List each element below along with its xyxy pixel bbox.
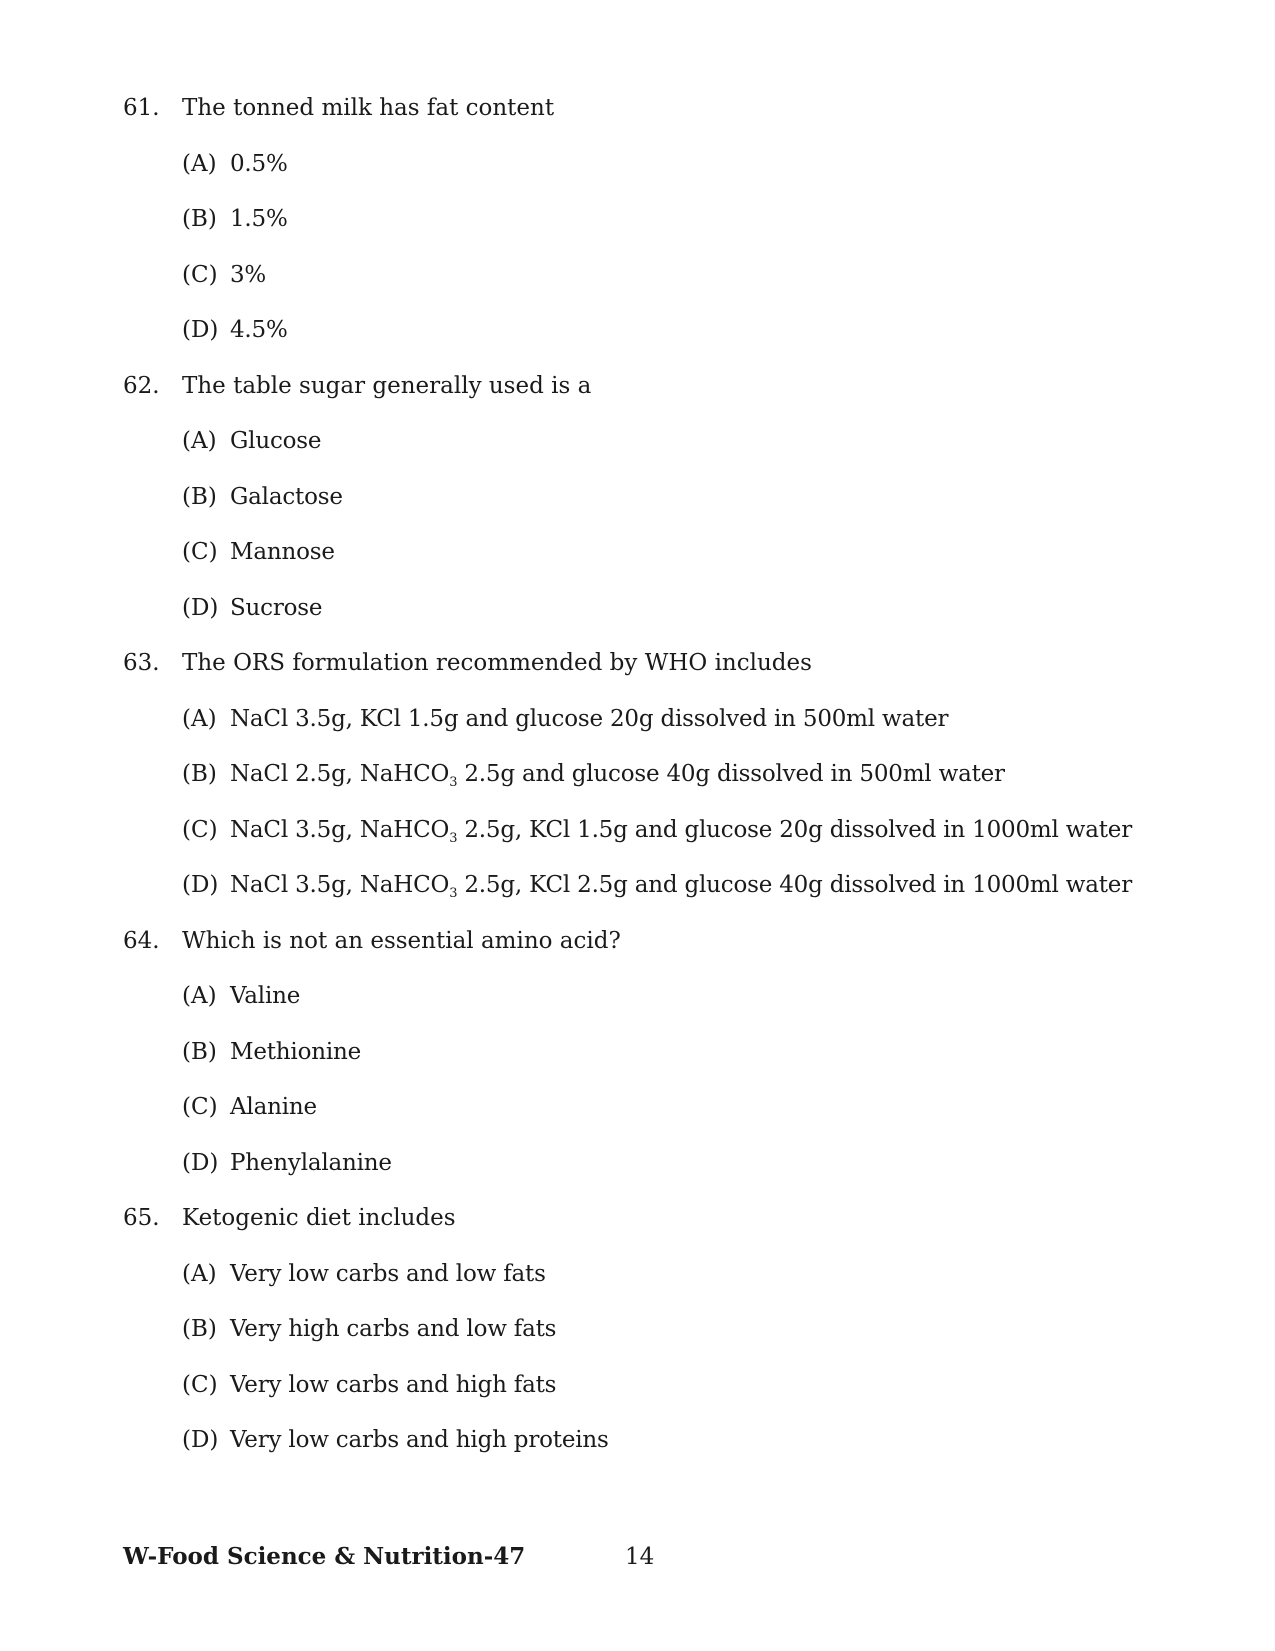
question-stem bbox=[123, 371, 1223, 427]
option-text: Valine bbox=[230, 983, 301, 1009]
option-label: (D) bbox=[182, 317, 219, 343]
option-text: Very low carbs and low fats bbox=[230, 1260, 546, 1287]
question-number: 64. bbox=[123, 927, 160, 954]
option-label: (B) bbox=[182, 206, 217, 232]
option-text: 0.5% bbox=[230, 150, 288, 177]
option-text: Alanine bbox=[230, 1094, 317, 1120]
answer-option bbox=[123, 537, 1223, 593]
subscript: 3 bbox=[449, 775, 458, 790]
option-text-part: NaCl 3.5g, NaHCO bbox=[230, 872, 450, 898]
option-label: (A) bbox=[182, 428, 217, 454]
option-text-part: 2.5g and glucose 40g dissolved in 500ml water bbox=[457, 761, 1005, 787]
option-label: (D) bbox=[182, 594, 219, 621]
question-text: The tonned milk has fat content bbox=[182, 95, 555, 121]
option-label: (C) bbox=[182, 539, 218, 565]
option-label: (D) bbox=[182, 1149, 219, 1176]
answer-option bbox=[123, 1259, 1223, 1315]
question-stem bbox=[123, 926, 1223, 982]
question-text: The ORS formulation recommended by WHO includes bbox=[182, 650, 812, 676]
paper-title: W-Food Science & Nutrition-47 bbox=[123, 1543, 526, 1570]
question-stem bbox=[123, 1203, 1223, 1259]
option-label: (C) bbox=[182, 1371, 218, 1398]
option-label: (D) bbox=[182, 1427, 219, 1453]
answer-option bbox=[123, 815, 1223, 871]
option-text: Methionine bbox=[230, 1038, 362, 1065]
question-number: 61. bbox=[123, 95, 160, 121]
option-text-part: 2.5g, KCl 2.5g and glucose 40g dissolved in 1000ml water bbox=[457, 872, 1133, 898]
question-item bbox=[123, 93, 1223, 371]
option-label: (C) bbox=[182, 816, 218, 843]
option-text: Very low carbs and high proteins bbox=[230, 1427, 609, 1453]
answer-option bbox=[123, 426, 1223, 482]
answer-option bbox=[123, 482, 1223, 538]
page-footer bbox=[123, 1540, 823, 1574]
option-text bbox=[230, 870, 1132, 900]
answer-option bbox=[123, 981, 1223, 1037]
answer-option bbox=[123, 759, 1223, 815]
question-item bbox=[123, 926, 1223, 1204]
answer-option bbox=[123, 1314, 1223, 1370]
option-label: (B) bbox=[182, 483, 217, 510]
question-number: 62. bbox=[123, 372, 160, 399]
option-text-part: NaCl 2.5g, NaHCO bbox=[230, 761, 450, 787]
answer-option bbox=[123, 704, 1223, 760]
option-text: Phenylalanine bbox=[230, 1149, 392, 1176]
question-text: Which is not an essential amino acid? bbox=[182, 927, 621, 954]
question-number: 65. bbox=[123, 1205, 160, 1231]
answer-option bbox=[123, 593, 1223, 649]
option-label: (C) bbox=[182, 261, 218, 288]
option-label: (D) bbox=[182, 872, 219, 898]
option-label: (B) bbox=[182, 1038, 217, 1065]
option-label: (A) bbox=[182, 983, 217, 1009]
option-text: Mannose bbox=[230, 539, 335, 565]
option-text: 1.5% bbox=[230, 206, 288, 232]
option-text bbox=[230, 759, 1005, 789]
question-item bbox=[123, 1203, 1223, 1481]
question-list bbox=[123, 93, 1223, 1481]
option-text-part: 2.5g, KCl 1.5g and glucose 20g dissolved in 1000ml water bbox=[457, 816, 1133, 843]
question-text: Ketogenic diet includes bbox=[182, 1205, 456, 1231]
question-number: 63. bbox=[123, 650, 160, 676]
subscript: 3 bbox=[449, 830, 458, 846]
option-label: (A) bbox=[182, 705, 217, 732]
answer-option bbox=[123, 260, 1223, 316]
question-item bbox=[123, 648, 1223, 926]
option-label: (B) bbox=[182, 761, 217, 787]
option-text: 3% bbox=[230, 261, 267, 288]
answer-option bbox=[123, 1092, 1223, 1148]
answer-option bbox=[123, 1148, 1223, 1204]
answer-option bbox=[123, 1370, 1223, 1426]
subscript: 3 bbox=[449, 886, 458, 901]
option-label: (B) bbox=[182, 1316, 217, 1342]
option-text-part: NaCl 3.5g, NaHCO bbox=[230, 816, 450, 843]
answer-option bbox=[123, 149, 1223, 205]
option-text: Very low carbs and high fats bbox=[230, 1371, 557, 1398]
question-item bbox=[123, 371, 1223, 649]
option-label: (A) bbox=[182, 1260, 217, 1287]
option-text: Sucrose bbox=[230, 594, 323, 621]
answer-option bbox=[123, 204, 1223, 260]
answer-option bbox=[123, 1425, 1223, 1481]
option-label: (A) bbox=[182, 150, 217, 177]
option-text: NaCl 3.5g, KCl 1.5g and glucose 20g dissolved in 500ml water bbox=[230, 705, 949, 732]
option-label: (C) bbox=[182, 1094, 218, 1120]
option-text bbox=[230, 815, 1132, 845]
option-text: 4.5% bbox=[230, 317, 288, 343]
answer-option bbox=[123, 1037, 1223, 1093]
answer-option bbox=[123, 315, 1223, 371]
question-stem bbox=[123, 648, 1223, 704]
question-stem bbox=[123, 93, 1223, 149]
answer-option bbox=[123, 870, 1223, 926]
question-text: The table sugar generally used is a bbox=[182, 372, 592, 399]
option-text: Very high carbs and low fats bbox=[230, 1316, 557, 1342]
option-text: Glucose bbox=[230, 428, 322, 454]
page-number: 14 bbox=[625, 1544, 655, 1570]
option-text: Galactose bbox=[230, 483, 343, 510]
